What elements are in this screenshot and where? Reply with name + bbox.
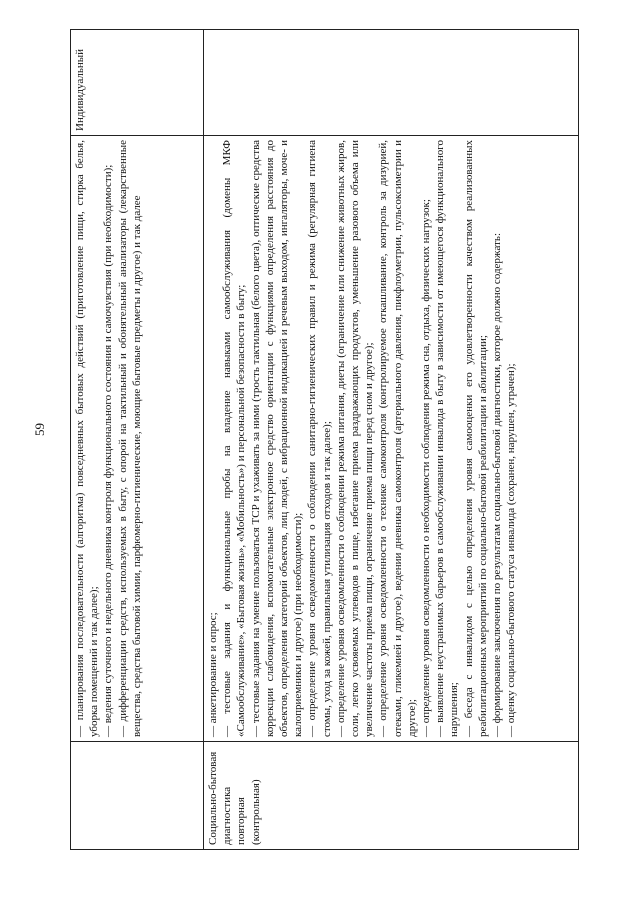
table-row	[204, 30, 579, 850]
method-item: — анкетирование и опрос;	[207, 612, 219, 737]
page-number: 59	[32, 423, 47, 436]
method-item: — определение уровня осведомленности о соблюдении санитарно-гигиенических правил и режима (регулярная гигиена стомы, уход за кожей, правильная утилизация отходов и так далее);	[306, 140, 333, 737]
method-item: — тестовые задания на умение пользоваться ТСР и ухаживать за ними (трость тактильная (белого цвета), оптические средства коррекции слабовидения, вспомогательные электронное средство ориентации с функциями определения расстояния до объектов, определения категорий объектов, лиц людей, с вибрационной индикацией и речевым выходом, ингаляторы, моче- и калоприемники и другое) (при необходимости);	[249, 140, 305, 737]
form-cell: Индивидуальный	[71, 30, 204, 136]
method-item: — тестовые задания и функциональные пробы на владение навыками самообслуживания (домены МКФ «Самообслуживание», «Бытовая жизнь», «Мобильность») и персональной безопасности в быту;	[221, 140, 248, 737]
rotated-page-content	[70, 30, 580, 850]
methods-cell	[204, 136, 579, 742]
method-item: — беседа с инвалидом с целью определения уровня самооценки его удовлетворенности качеством реализованных реабилитационных мероприятий по социально-бытовой реабилитации и абилитации;	[462, 140, 489, 737]
method-item: — оценку социально-бытового статуса инвалида (сохранен, нарушен, утрачен);	[505, 363, 518, 737]
method-item: — определение уровня осведомленности о технике самоконтроля (контролируемое откашливание, контроль за дизурией, отеками, гликемией и другое), ведении дневника самоконтроля (артериального давления, пикфлоуметрии, пульсоксиметрии и другое);	[377, 140, 418, 737]
stage-cell	[71, 742, 204, 850]
method-item: — выявление неустранимых барьеров в самообслуживании инвалида в быту в зависимости от имеющегося функционального нарушения;	[434, 140, 461, 737]
table-row	[71, 30, 204, 850]
form-cell	[204, 30, 579, 136]
method-item: — формирование заключения по результатам социально-бытовой диагностики, которое должно содержать:	[491, 232, 504, 737]
method-item: — дифференциации средств, используемых в быту, с опорой на тактильный и обонятельный анализаторы (лекарственные вещества, средства бытовой химии, парфюмерно-гигиенические, моющие бытовые предметы и другое) и так далее	[116, 140, 143, 737]
rehabilitation-table	[70, 29, 579, 850]
methods-cell	[71, 136, 204, 742]
stage-cell: Социально-бытовая диагностика повторная (контрольная)	[204, 742, 579, 850]
method-item: — определение уровня осведомленности о необходимости соблюдения режима сна, отдыха, физических нагрузок;	[420, 199, 433, 737]
method-item: — ведения суточного и недельного дневника контроля функционального состояния и самочувствия (при необходимости);	[102, 164, 115, 737]
method-item: — определение уровня осведомленности о соблюдении режима питания, диеты (ограничение или снижение животных жиров, соли, легко усвояемых углеводов в пище, избегание приема раздражающих продуктов, уменьшение разового объема или увеличение частоты приема пищи, ограничение приема пищи перед сном и другое);	[334, 140, 376, 737]
method-item: — планирования последовательности (алгоритма) повседневных бытовых действий (приготовление пищи, стирка белья, уборка помещений и так далее);	[74, 140, 101, 737]
